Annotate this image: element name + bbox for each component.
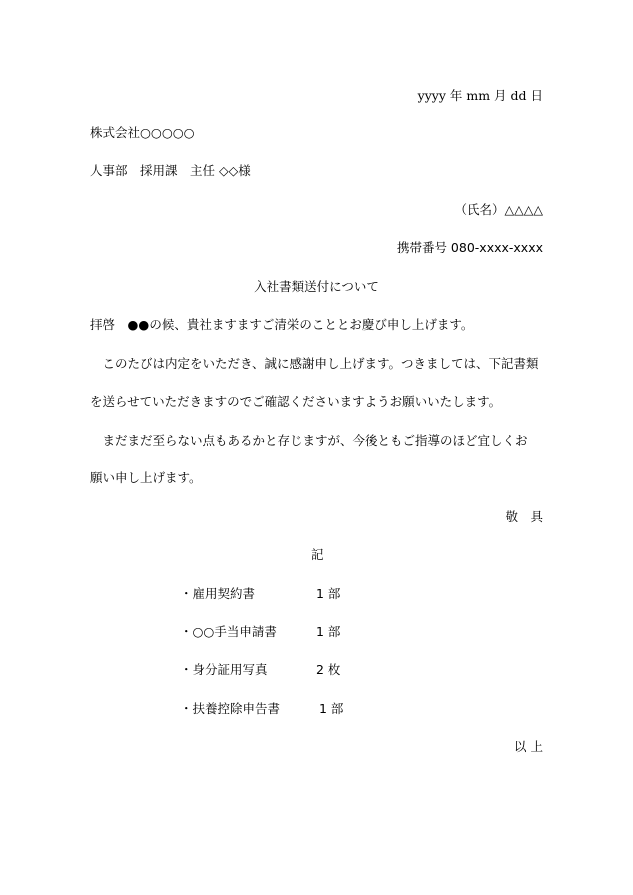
opening-greeting: 拝啓 ●●の候、貴社ますますご清栄のこととお慶び申し上げます。 (90, 317, 474, 332)
item-quantity: 1 部 (316, 586, 341, 601)
letter-subject: 入社書類送付について (254, 279, 379, 294)
letter-date: yyyy 年 mm 月 dd 日 (417, 88, 543, 103)
ki-marker: 記 (311, 547, 324, 562)
item-quantity: 1 部 (316, 624, 341, 639)
sender-name: （氏名）△△△△ (454, 202, 543, 217)
body-paragraph-1-line-1: このたびは内定をいただき、誠に感謝申し上げます。つきましては、下記書類 (90, 356, 539, 371)
item-name: ・身分証用写真 (180, 662, 268, 677)
closing-keigu: 敬 具 (505, 509, 543, 524)
end-ijo: 以 上 (514, 739, 543, 754)
item-name: ・扶養控除申告書 (180, 701, 281, 716)
body-paragraph-2-line-1: まだまだ至らない点もあるかと存じますが、今後ともご指導のほど宜しくお (90, 433, 528, 448)
sender-phone: 携帯番号 080-xxxx-xxxx (396, 240, 543, 255)
recipient-person: 人事部 採用課 主任 ◇◇様 (90, 163, 251, 178)
recipient-company: 株式会社○○○○○ (90, 125, 195, 140)
body-paragraph-2-line-2: 願い申し上げます。 (90, 470, 202, 485)
item-quantity: 2 枚 (316, 662, 341, 677)
item-name: ・雇用契約書 (180, 586, 256, 601)
body-paragraph-1-line-2: を送らせていただきますのでご確認くださいますようお願いいたします。 (90, 394, 502, 409)
item-quantity: 1 部 (319, 701, 344, 716)
item-name: ・○○手当申請書 (180, 624, 277, 639)
